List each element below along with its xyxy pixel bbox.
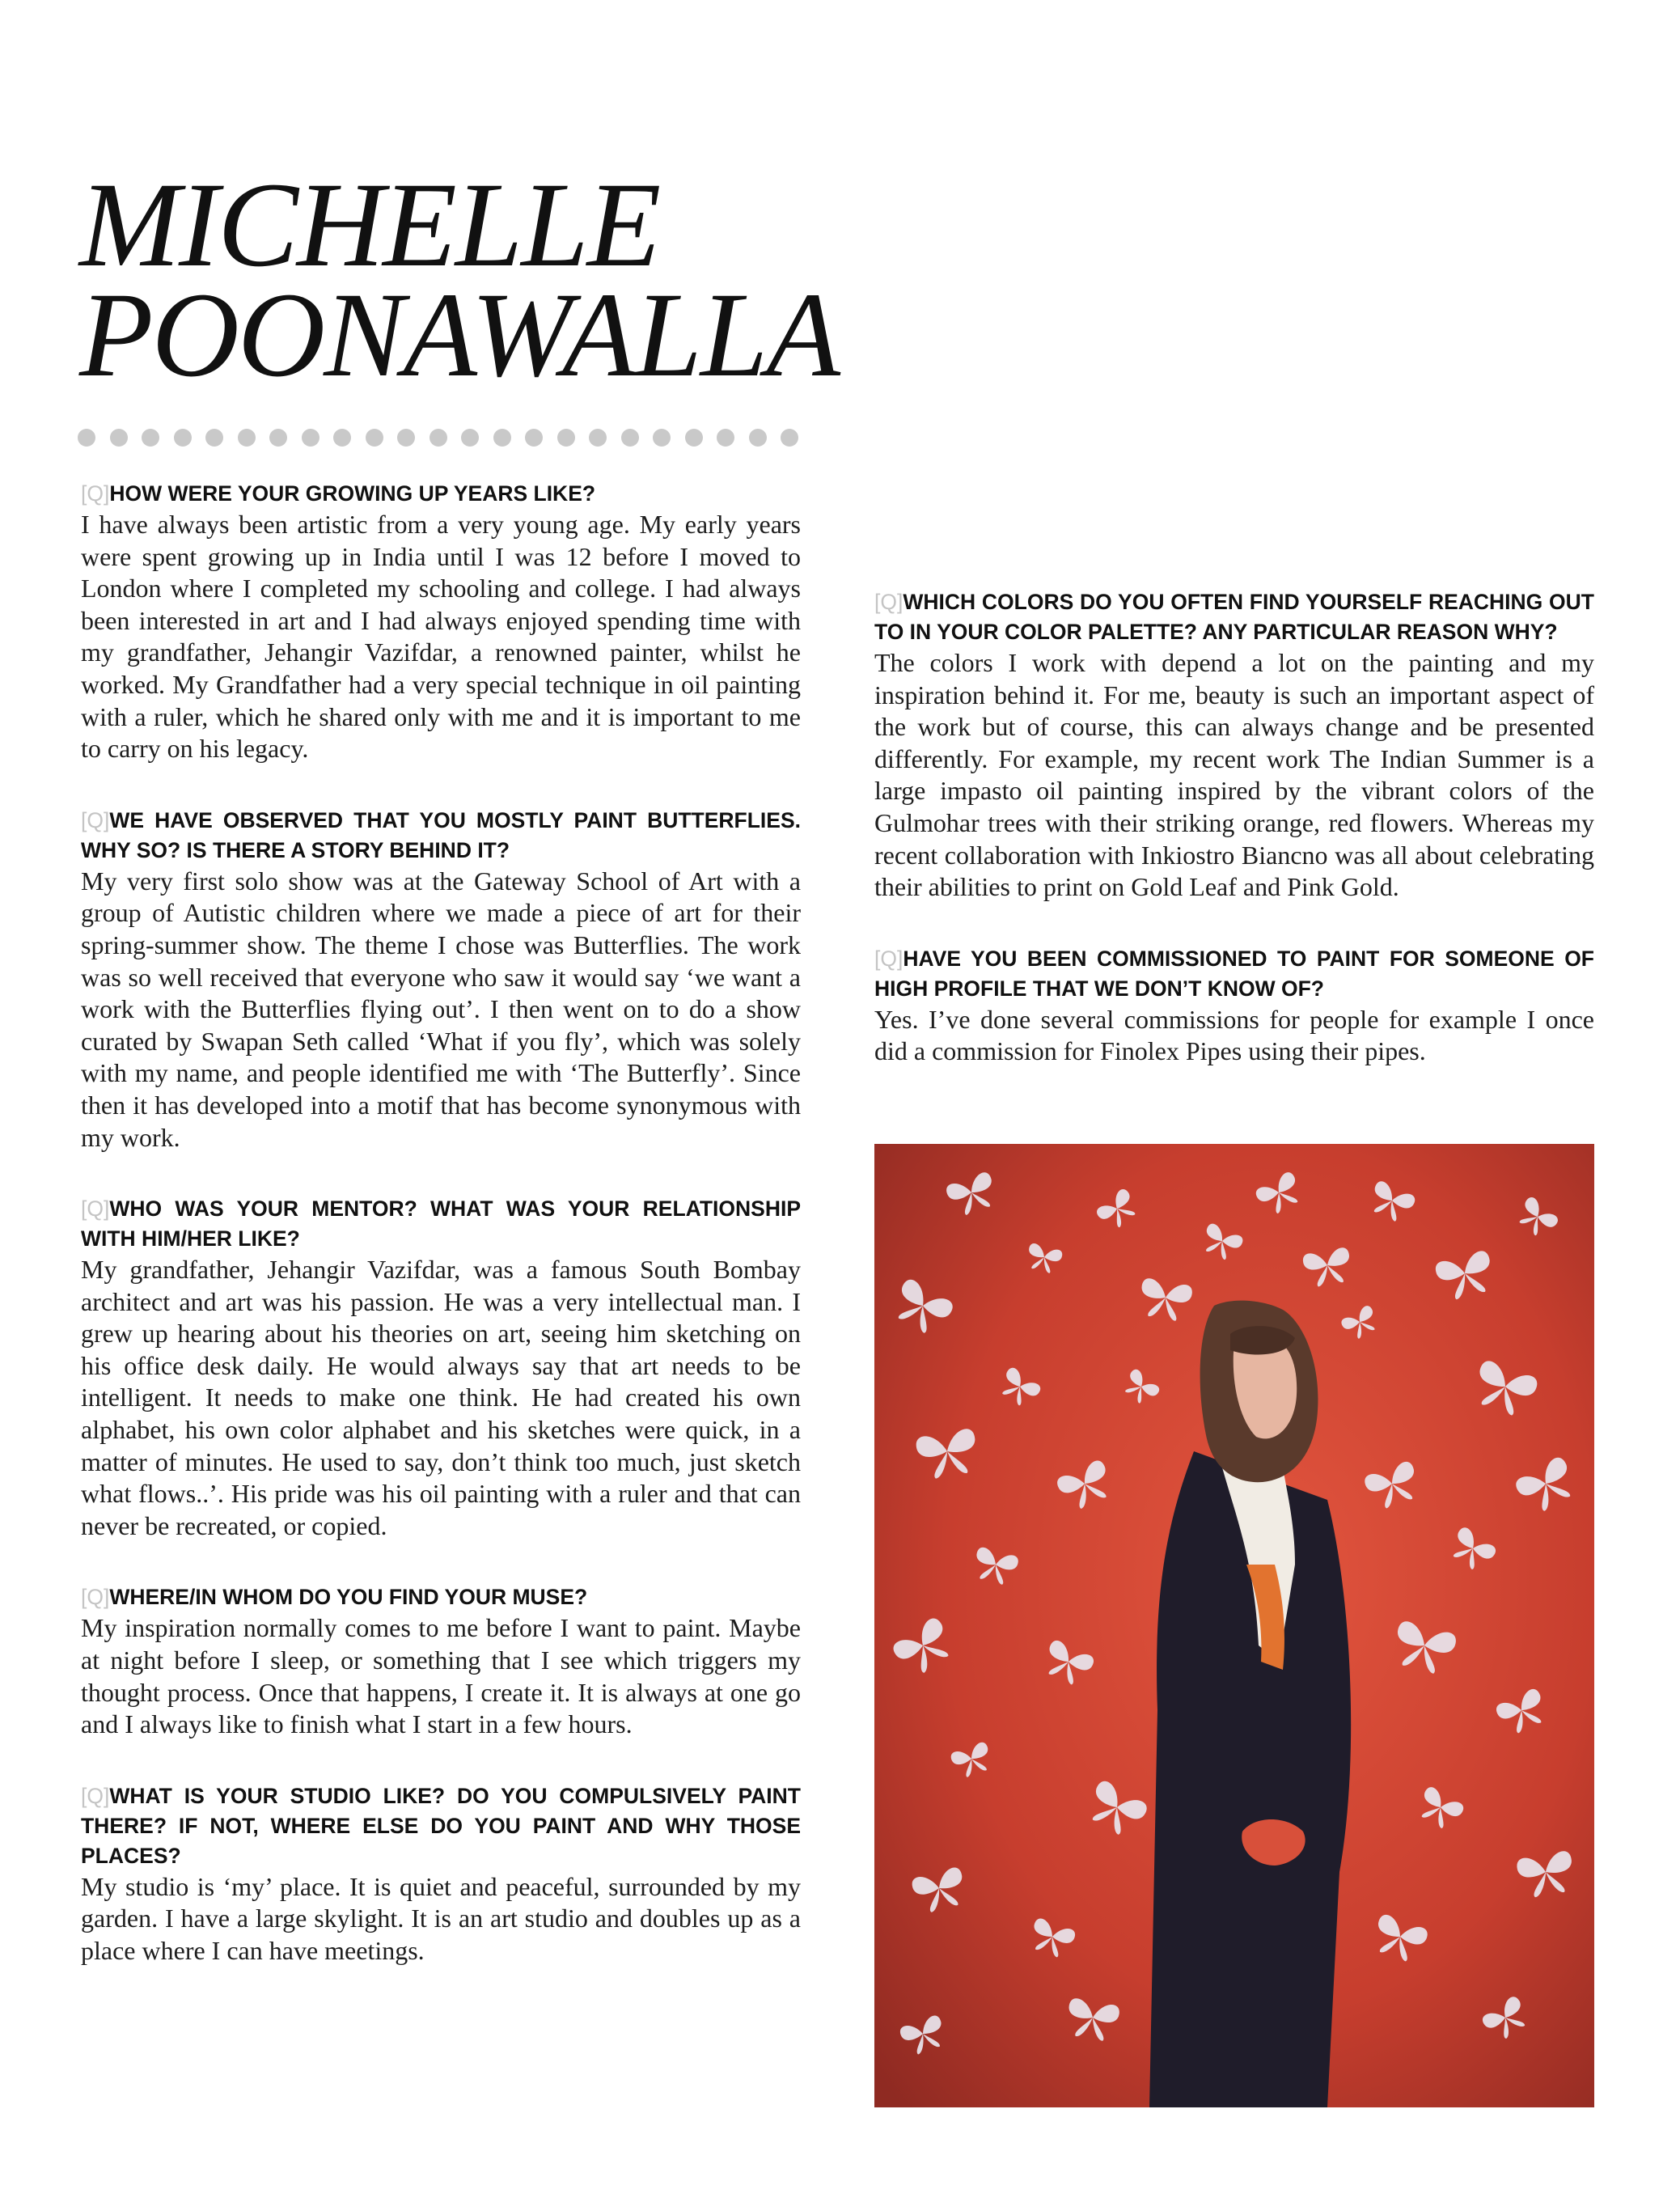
question-text: WHO WAS YOUR MENTOR? WHAT WAS YOUR RELATIONSHIP WITH HIM/HER LIKE? [81, 1196, 801, 1251]
divider-dot [366, 429, 383, 447]
divider-dot [142, 429, 159, 447]
question [81, 1582, 801, 1612]
question-text: WE HAVE OBSERVED THAT YOU MOSTLY PAINT BUTTERFLIES. WHY SO? IS THERE A STORY BEHIND IT? [81, 807, 801, 862]
divider-dot [461, 429, 479, 447]
divider-dot [174, 429, 192, 447]
question-text: HAVE YOU BEEN COMMISSIONED TO PAINT FOR SOMEONE OF HIGH PROFILE THAT WE DON’T KNOW OF? [874, 946, 1594, 1001]
divider-dot [238, 429, 256, 447]
divider-dot [717, 429, 734, 447]
question-tag: [Q] [81, 807, 110, 832]
qa-block [81, 1194, 801, 1542]
divider-dot [110, 429, 128, 447]
question-tag: [Q] [81, 1585, 110, 1610]
divider-dot [749, 429, 767, 447]
qa-block [874, 944, 1594, 1068]
qa-block [874, 587, 1594, 904]
title-line-last-name: POONAWALLA [79, 268, 839, 402]
answer: My studio is ‘my’ place. It is quiet and peaceful, surrounded by my garden. I have a large skylight. It is an art studio and doubles up as a place where I can have meetings. [81, 1871, 801, 1965]
question [81, 1194, 801, 1254]
answer: My very first solo show was at the Gateway School of Art with a group of Autistic children where we made a piece of art for their spring-summer show. The theme I chose was Butterflies. The work was so well received that everyone who saw it would say ‘we want a work with the Butterflies flying out’. I then went on to do a show curated by Swapan Seth called ‘What if you fly’, which was solely with my name, and people identified me with ‘The Butterfly’. Since then it has developed into a motif that has become synonymous with my work. [81, 866, 801, 1152]
question-tag: [Q] [874, 590, 903, 614]
portrait-illustration [874, 1144, 1594, 2107]
dotted-divider [78, 429, 806, 448]
qa-block [81, 479, 801, 765]
question-text: HOW WERE YOUR GROWING UP YEARS LIKE? [109, 481, 596, 506]
question-tag: [Q] [81, 481, 110, 506]
divider-dot [621, 429, 639, 447]
qa-block [81, 1582, 801, 1740]
divider-dot [493, 429, 511, 447]
article-title [79, 158, 839, 402]
right-column [874, 587, 1594, 1108]
question-tag: [Q] [81, 1783, 110, 1808]
question-tag: [Q] [874, 946, 903, 971]
divider-dot [430, 429, 447, 447]
divider-dot [525, 429, 543, 447]
divider-dot [397, 429, 415, 447]
answer: I have always been artistic from a very young age. My early years were spent growing up in India until I was 12 before I moved to London where I completed my schooling and college. I had always been interested in art and I had always enjoyed spending time with my grandfather, Jehangir Vazifdar, a renowned painter, whilst he worked. My Grandfather had a very special technique in oil painting with a ruler, which he shared only with me and it is important to me to carry on his legacy. [81, 510, 801, 764]
question [874, 944, 1594, 1004]
answer: Yes. I’ve done several commissions for people for example I once did a commission for Finolex Pipes using their pipes. [874, 1004, 1594, 1066]
portrait-photo [874, 1144, 1594, 2107]
divider-dot [269, 429, 287, 447]
qa-block [81, 806, 801, 1154]
answer: My inspiration normally comes to me before I want to paint. Maybe at night before I sleep, or something that I see which triggers my thought process. Once that happens, I create it. It is always at one go and I always like to finish what I start in a few hours. [81, 1613, 801, 1739]
question [81, 1781, 801, 1871]
question [874, 587, 1594, 647]
divider-dot [653, 429, 671, 447]
left-column [81, 479, 801, 2008]
title-line-first-name: MICHELLE [79, 158, 660, 292]
divider-dot [557, 429, 575, 447]
question [81, 479, 801, 509]
divider-dot [205, 429, 223, 447]
answer: My grandfather, Jehangir Vazifdar, was a famous South Bombay architect and art was his passion. He was a very intellectual man. I grew up hearing about his theories on art, seeing him sketching on his office desk daily. He would always say that art needs to be intelligent. It needs to make one think. He had created his own alphabet, his own color alphabet and his sketches were quick, in a matter of minutes. He used to say, don’t think too much, just sketch what flows..’. His pride was his oil painting with a ruler and that can never be recreated, or copied. [81, 1255, 801, 1540]
question-text: WHAT IS YOUR STUDIO LIKE? DO YOU COMPULSIVELY PAINT THERE? IF NOT, WHERE ELSE DO YOU PAINT AND WHY THOSE PLACES? [81, 1783, 801, 1868]
divider-dot [685, 429, 703, 447]
question-text: WHICH COLORS DO YOU OFTEN FIND YOURSELF REACHING OUT TO IN YOUR COLOR PALETTE? ANY PARTICULAR REASON WHY? [874, 590, 1594, 644]
divider-dot [302, 429, 319, 447]
qa-block [81, 1781, 801, 1967]
divider-dot [781, 429, 798, 447]
question-tag: [Q] [81, 1196, 110, 1222]
divider-dot [333, 429, 351, 447]
question [81, 806, 801, 866]
divider-dot [78, 429, 95, 447]
divider-dot [589, 429, 607, 447]
answer: The colors I work with depend a lot on the painting and my inspiration behind it. For me, beauty is such an important aspect of the work but of course, this can always change and be presented differently. For example, my recent work The Indian Summer is a large impasto oil painting inspired by the vibrant colors of the Gulmohar trees with their striking orange, red flowers. Whereas my recent collaboration with Inkiostro Biancno was all about celebrating their abilities to print on Gold Leaf and Pink Gold. [874, 648, 1594, 902]
question-text: WHERE/IN WHOM DO YOU FIND YOUR MUSE? [109, 1585, 588, 1610]
